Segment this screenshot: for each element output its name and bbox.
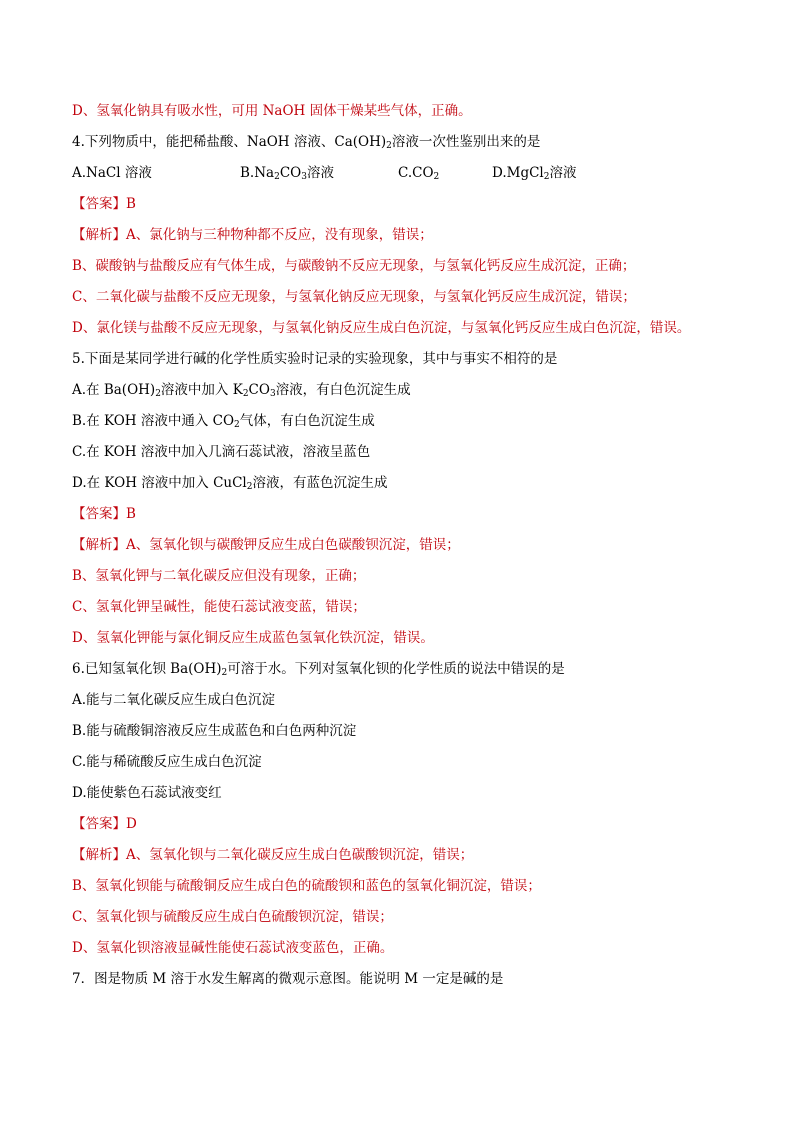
question-text-line: 4.下列物质中，能把稀盐酸、NaOH 溶液、$Ca(OH)_2$溶液一次性鉴别出来的是: [72, 134, 541, 151]
answer-text-line: D、氯化镁与盐酸不反应无现象，与氢氧化钠反应生成白色沉淀，与氢氧化钙反应生成白色沉淀，错误。: [72, 320, 691, 336]
question-text-line: B.能与硫酸铜溶液反应生成蓝色和白色两种沉淀: [72, 723, 357, 739]
question-text-line: D.在 KOH 溶液中加入 CuCl$_2$溶液，有蓝色沉淀生成: [72, 475, 388, 492]
question-text-line: D.能使紫色石蕊试液变红: [72, 785, 222, 801]
option-c: $C.CO_2$: [398, 165, 440, 182]
answer-text-line: 【答案】B: [72, 506, 136, 522]
answer-text-line: C、二氧化碳与盐酸不反应无现象，与氢氧化钠反应无现象，与氢氧化钙反应生成沉淀，错误；: [72, 289, 636, 305]
answer-text-line: D、氢氧化钡溶液显碱性能使石蕊试液变蓝色，正确。: [72, 940, 394, 956]
option-b: $B.Na_2CO_3$溶液: [240, 165, 334, 182]
document-body: [72, 96, 752, 995]
answer-text-line: 【解析】A、氯化钠与三种物种都不反应，没有现象，错误；: [72, 227, 433, 243]
answer-text-line: C、氢氧化钾呈碱性，能使石蕊试液变蓝，错误；: [72, 599, 366, 615]
question-text-line: A.能与二氧化碳反应生成白色沉淀: [72, 692, 276, 708]
question-text-line: 5.下面是某同学进行碱的化学性质实验时记录的实验现象，其中与事实不相符的是: [72, 351, 558, 367]
answer-text-line: 【答案】B: [72, 196, 136, 212]
option-a: A.NaCl 溶液: [72, 165, 152, 181]
answer-text-line: D、氢氧化钠具有吸水性，可用 NaOH 固体干燥某些气体，正确。: [72, 103, 472, 119]
answer-text-line: B、碳酸钠与盐酸反应有气体生成，与碳酸钠不反应无现象，与氢氧化钙反应生成沉淀，正确；: [72, 258, 636, 274]
question-text-line: C.在 KOH 溶液中加入几滴石蕊试液，溶液呈蓝色: [72, 444, 371, 460]
question-text-line: B.在 KOH 溶液中通入 $CO_2$气体，有白色沉淀生成: [72, 413, 375, 430]
option-row: [72, 158, 752, 189]
question-text-line: 6.已知氢氧化钡 $Ba(OH)_2$可溶于水。下列对氢氧化钡的化学性质的说法中错误的是: [72, 661, 565, 678]
answer-text-line: D、氢氧化钾能与氯化铜反应生成蓝色氢氧化铁沉淀，错误。: [72, 630, 434, 646]
answer-text-line: 【解析】A、氢氧化钡与碳酸钾反应生成白色碳酸钡沉淀，错误；: [72, 537, 460, 553]
question-text-line: 7．图是物质 M 溶于水发生解离的微观示意图。能说明 M 一定是碱的是: [72, 971, 504, 987]
answer-text-line: 【解析】A、氢氧化钡与二氧化碳反应生成白色碳酸钡沉淀，错误；: [72, 847, 474, 863]
option-d: D.MgCl$_2$溶液: [492, 165, 577, 182]
answer-text-line: B、氢氧化钾与二氧化碳反应但没有现象，正确；: [72, 568, 366, 584]
answer-text-line: C、氢氧化钡与硫酸反应生成白色硫酸钡沉淀，错误；: [72, 909, 393, 925]
question-text-line: C.能与稀硫酸反应生成白色沉淀: [72, 754, 262, 770]
answer-text-line: B、氢氧化钡能与硫酸铜反应生成白色的硫酸钡和蓝色的氢氧化铜沉淀，错误；: [72, 878, 541, 894]
answer-text-line: 【答案】D: [72, 816, 137, 832]
question-text-line: A.在 $Ba(OH)_2$溶液中加入 $K_2CO_3$溶液，有白色沉淀生成: [72, 382, 411, 399]
